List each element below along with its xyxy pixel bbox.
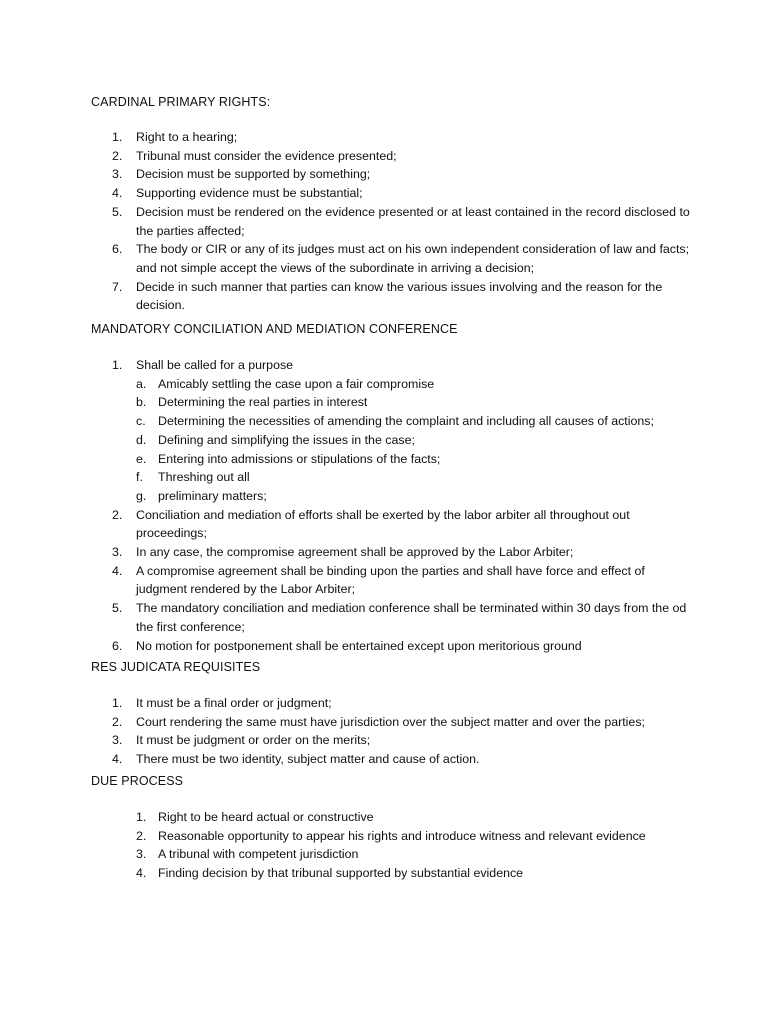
section-cardinal-primary-rights — [91, 94, 691, 315]
item-text: There must be two identity, subject matter and cause of action. — [136, 752, 480, 767]
section-heading: DUE PROCESS — [91, 774, 184, 788]
item-text: The mandatory conciliation and mediation conference shall be terminated within 30 days from the od the first conference; — [136, 601, 687, 634]
item-text: Decision must be rendered on the evidence presented or at least contained in the record disclosed to the parties affected; — [136, 204, 690, 238]
item-number: 3. — [112, 167, 123, 182]
item-text: Shall be called for a purpose — [136, 358, 294, 372]
section-res-judicata — [91, 659, 691, 769]
item-text: Conciliation and mediation of efforts shall be exerted by the labor arbiter all throughout out proceedings; — [136, 507, 630, 541]
item-number: 1. — [136, 810, 147, 824]
sub-list-item — [136, 450, 691, 469]
sub-item-text: Entering into admissions or stipulations of the facts; — [158, 451, 441, 466]
item-number: 4. — [112, 563, 123, 578]
item-text: Reasonable opportunity to appear his rights and introduce witness and relevant evidence — [158, 828, 646, 843]
sub-list-item — [136, 393, 691, 412]
sub-list-item — [136, 375, 691, 394]
item-text: Right to be heard actual or constructive — [158, 810, 374, 824]
item-number: 3. — [112, 733, 123, 748]
item-number: 3. — [136, 847, 147, 862]
list-item — [91, 184, 691, 203]
item-text: Finding decision by that tribunal supported by substantial evidence — [158, 866, 524, 881]
list-item — [91, 240, 691, 277]
sub-item-letter: c. — [136, 414, 146, 429]
sub-item-letter: g. — [136, 488, 147, 503]
section-mandatory-conciliation — [91, 321, 691, 655]
section-heading: MANDATORY CONCILIATION AND MEDIATION CONFERENCE — [91, 322, 458, 336]
sub-list-item — [136, 487, 691, 506]
item-text: A tribunal with competent jurisdiction — [158, 847, 359, 862]
item-number: 1. — [112, 696, 123, 710]
item-text: Right to a hearing; — [136, 130, 238, 144]
sub-item-letter: b. — [136, 395, 147, 410]
numbered-list — [91, 356, 691, 655]
item-number: 5. — [112, 204, 123, 219]
list-item — [91, 562, 691, 599]
list-item — [91, 147, 691, 166]
sub-item-text: Determining the real parties in interest — [158, 395, 368, 410]
item-number: 1. — [112, 358, 123, 372]
list-item — [91, 750, 691, 769]
item-text: The body or CIR or any of its judges must act on his own independent consideration of law and facts; and not simple accept the views of the subordinate in arriving a decision; — [136, 242, 690, 275]
item-number: 2. — [112, 507, 123, 522]
sub-item-text: preliminary matters; — [158, 488, 267, 503]
sub-item-text: Determining the necessities of amending the complaint and including all causes of actions; — [158, 414, 654, 429]
item-number: 4. — [112, 186, 123, 201]
list-item — [91, 694, 691, 713]
sub-item-text: Amicably settling the case upon a fair compromise — [158, 376, 435, 391]
list-item — [91, 356, 691, 506]
item-number: 2. — [136, 828, 147, 843]
list-item — [91, 637, 691, 656]
list-item — [91, 278, 691, 315]
lettered-sublist — [136, 375, 691, 506]
item-text: In any case, the compromise agreement shall be approved by the Labor Arbiter; — [136, 545, 574, 560]
numbered-list — [91, 128, 691, 315]
list-item — [91, 713, 691, 732]
list-item — [91, 864, 713, 883]
list-item — [91, 808, 713, 827]
sub-item-letter: e. — [136, 451, 147, 466]
sub-item-text: Threshing out all — [158, 470, 250, 485]
item-text: Decision must be supported by something; — [136, 167, 371, 182]
list-item — [91, 731, 691, 750]
sub-item-letter: d. — [136, 432, 147, 447]
list-item — [91, 128, 691, 147]
numbered-list — [91, 808, 691, 883]
list-item — [91, 506, 691, 543]
list-item — [91, 599, 691, 636]
item-text: A compromise agreement shall be binding upon the parties and shall have force and effect of judgment rendered by the Labor Arbiter; — [136, 563, 645, 597]
sub-item-letter: a. — [136, 376, 147, 391]
list-item — [91, 845, 713, 864]
item-number: 5. — [112, 601, 123, 616]
item-number: 4. — [136, 866, 147, 881]
item-text: It must be judgment or order on the merits; — [136, 733, 371, 748]
item-number: 2. — [112, 714, 123, 729]
sub-list-item — [136, 412, 691, 431]
section-due-process — [91, 773, 691, 883]
item-number: 3. — [112, 545, 123, 560]
numbered-list — [91, 694, 691, 769]
list-item — [91, 543, 691, 562]
item-text: Supporting evidence must be substantial; — [136, 186, 363, 201]
item-text: Tribunal must consider the evidence presented; — [136, 148, 397, 163]
list-item — [91, 827, 713, 846]
list-item — [91, 203, 691, 240]
item-number: 1. — [112, 130, 123, 144]
sub-item-letter: f. — [136, 470, 143, 485]
item-text: No motion for postponement shall be entertained except upon meritorious ground — [136, 638, 582, 653]
item-text: Decide in such manner that parties can know the various issues involving and the reason for the decision. — [136, 279, 663, 313]
item-text: Court rendering the same must have jurisdiction over the subject matter and over the parties; — [136, 714, 645, 729]
item-number: 2. — [112, 148, 123, 163]
sub-item-text: Defining and simplifying the issues in the case; — [158, 432, 415, 447]
list-item — [91, 165, 691, 184]
sub-list-item — [136, 431, 691, 450]
item-number: 4. — [112, 752, 123, 767]
item-text: It must be a final order or judgment; — [136, 696, 332, 710]
sub-list-item — [136, 468, 691, 487]
section-heading: CARDINAL PRIMARY RIGHTS: — [91, 95, 271, 109]
item-number: 6. — [112, 638, 123, 653]
item-number: 6. — [112, 242, 123, 257]
item-number: 7. — [112, 279, 123, 294]
section-heading: RES JUDICATA REQUISITES — [91, 660, 261, 674]
